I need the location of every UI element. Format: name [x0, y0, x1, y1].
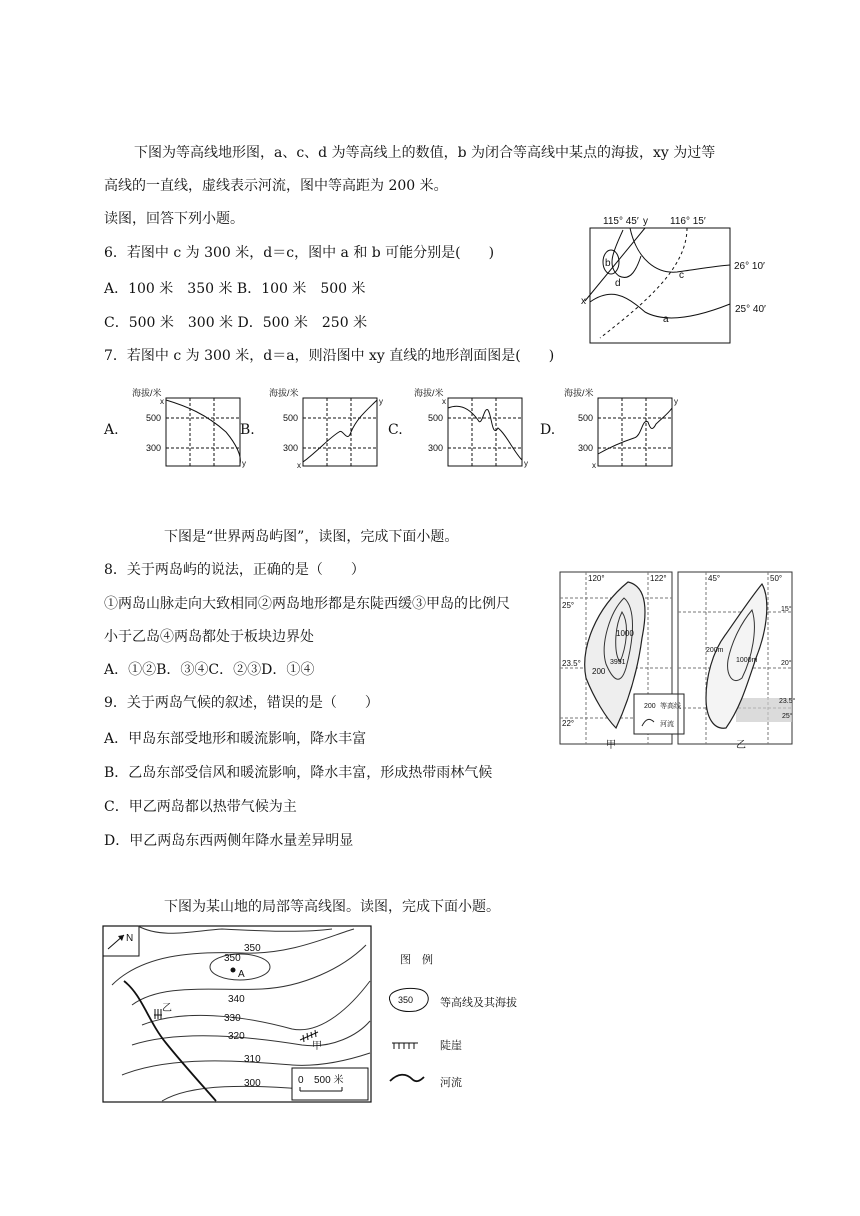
svg-text:1000m: 1000m	[736, 657, 758, 664]
map1-lon1: 115° 45′	[603, 216, 639, 227]
profile-start: x	[442, 397, 446, 406]
profile-tick-lo: 300	[146, 443, 162, 453]
profile-ylabel: 海拔/米	[269, 388, 299, 398]
svg-text:200: 200	[644, 703, 656, 710]
question-6-options-ab: A．100 米 350 米 B．100 米 500 米	[104, 281, 366, 297]
contour-340: 340	[228, 994, 245, 1005]
contour-310: 310	[244, 1054, 261, 1065]
profile-tick-hi: 500	[578, 413, 594, 423]
svg-text:200m: 200m	[706, 647, 724, 654]
profile-chart	[414, 382, 539, 476]
svg-text:120°: 120°	[588, 574, 605, 583]
scale-label: 500 米	[314, 1075, 344, 1086]
profile-tick-lo: 300	[578, 443, 594, 453]
north-label: N	[126, 933, 134, 944]
legend-river: 河流	[440, 1077, 462, 1089]
profile-start: x	[160, 397, 164, 406]
profile-option-letter: D.	[540, 422, 556, 438]
profile-ylabel: 海拔/米	[564, 388, 594, 398]
profile-tick-hi: 500	[146, 413, 162, 423]
svg-text:乙: 乙	[736, 740, 746, 751]
profile-tick-lo: 300	[283, 443, 299, 453]
question-6-options-cd: C．500 米 300 米 D．500 米 250 米	[104, 315, 368, 331]
contour-330: 330	[224, 1013, 241, 1024]
map1-lat1: 26° 10′	[734, 261, 765, 272]
profile-chart	[564, 382, 689, 476]
label-yi: 乙	[162, 1003, 172, 1014]
svg-text:25°: 25°	[562, 601, 575, 610]
map1-y-label: y	[643, 216, 648, 227]
svg-text:22°: 22°	[562, 719, 575, 728]
legend-cliff: 陡崖	[440, 1040, 462, 1052]
map1-lat2: 25° 40′	[735, 304, 766, 315]
question-8-statements-2: 小于乙岛④两岛都处于板块边界处	[104, 629, 314, 645]
svg-text:23.5°: 23.5°	[562, 659, 581, 668]
question-7: 7．若图中 c 为 300 米，d＝a，则沿图中 xy 直线的地形剖面图是( )	[104, 348, 555, 364]
profile-tick-lo: 300	[428, 443, 444, 453]
svg-text:45°: 45°	[708, 574, 721, 583]
map1-a: a	[663, 314, 669, 325]
map1-c: c	[679, 270, 684, 281]
svg-text:50°: 50°	[770, 574, 783, 583]
profile-tick-hi: 500	[283, 413, 299, 423]
legend-contour: 等高线及其海拔	[440, 997, 517, 1009]
profile-ylabel: 海拔/米	[132, 388, 162, 398]
profile-end: y	[242, 459, 246, 468]
contour-300: 300	[244, 1078, 261, 1089]
profile-ylabel: 海拔/米	[414, 388, 444, 398]
profile-end: y	[379, 397, 383, 406]
legend-title: 图 例	[400, 954, 433, 966]
profile-chart	[132, 382, 257, 476]
section2-intro: 下图是“世界两岛屿图”，读图，完成下面小题。	[164, 529, 459, 545]
mountain-contour-map	[102, 925, 374, 1105]
profile-end: y	[674, 397, 678, 406]
question-8: 8．关于两岛屿的说法，正确的是（ ）	[104, 562, 365, 578]
profile-end: y	[524, 459, 528, 468]
svg-text:23.5°: 23.5°	[779, 698, 796, 705]
map1-lon2: 116° 15′	[670, 216, 706, 227]
question-8-statements-1: ①两岛山脉走向大致相同②两岛地形都是东陡西缓③甲岛的比例尺	[104, 596, 510, 612]
scale-zero: 0	[298, 1075, 304, 1086]
section3-intro: 下图为某山地的局部等高线图。读图，完成下面小题。	[164, 899, 500, 915]
intro-text-line2: 高线的一直线，虚线表示河流，图中等高距为 200 米。	[104, 178, 448, 194]
profile-option-letter: B.	[240, 422, 255, 438]
svg-text:河流: 河流	[660, 721, 674, 728]
contour-320: 320	[228, 1031, 245, 1042]
profile-tick-hi: 500	[428, 413, 444, 423]
contour-map-1	[575, 208, 775, 348]
profile-chart	[269, 382, 394, 476]
svg-text:122°: 122°	[650, 574, 667, 583]
question-6: 6．若图中 c 为 300 米，d＝c，图中 a 和 b 可能分别是( )	[104, 245, 495, 261]
question-9-option-a: A．甲岛东部受地形和暖流影响，降水丰富	[104, 731, 367, 747]
question-9: 9．关于两岛气候的叙述，错误的是（ ）	[104, 695, 379, 711]
question-9-option-c: C．甲乙两岛都以热带气候为主	[104, 799, 297, 815]
profile-start: x	[297, 461, 301, 470]
intro-text-line1: 下图为等高线地形图，a、c、d 为等高线上的数值，b 为闭合等高线中某点的海拔，xy 为过等	[134, 145, 716, 161]
two-islands-map	[556, 568, 796, 752]
read-instruction: 读图，回答下列小题。	[104, 211, 244, 227]
svg-text:20°: 20°	[781, 660, 792, 667]
legend-contour-value: 350	[398, 995, 414, 1005]
svg-text:25°: 25°	[782, 713, 793, 720]
question-9-option-d: D．甲乙两岛东西两侧年降水量差异明显	[104, 833, 354, 849]
contour-350a: 350	[244, 943, 261, 954]
profile-option-letter: C.	[388, 422, 403, 438]
question-8-options: A．①②B．③④C．②③D．①④	[104, 662, 315, 678]
svg-text:15°: 15°	[781, 606, 792, 613]
svg-text:200: 200	[592, 667, 606, 676]
svg-text:等高线: 等高线	[660, 703, 681, 710]
profile-option-letter: A.	[104, 422, 119, 438]
island-yi-panel	[678, 572, 796, 751]
profile-start: x	[592, 461, 596, 470]
svg-text:1000: 1000	[616, 629, 634, 638]
point-a: A	[238, 969, 245, 980]
contour-350b: 350	[224, 953, 241, 964]
map1-b: b	[605, 258, 611, 269]
svg-text:甲: 甲	[606, 740, 616, 751]
label-jia: 甲	[312, 1041, 322, 1052]
map1-x-label: x	[581, 296, 586, 307]
map1-d: d	[615, 278, 621, 289]
svg-text:3951: 3951	[610, 659, 626, 666]
island-jia-panel	[560, 572, 684, 751]
question-9-option-b: B．乙岛东部受信风和暖流影响，降水丰富，形成热带雨林气候	[104, 765, 493, 781]
map-legend	[382, 945, 532, 1095]
